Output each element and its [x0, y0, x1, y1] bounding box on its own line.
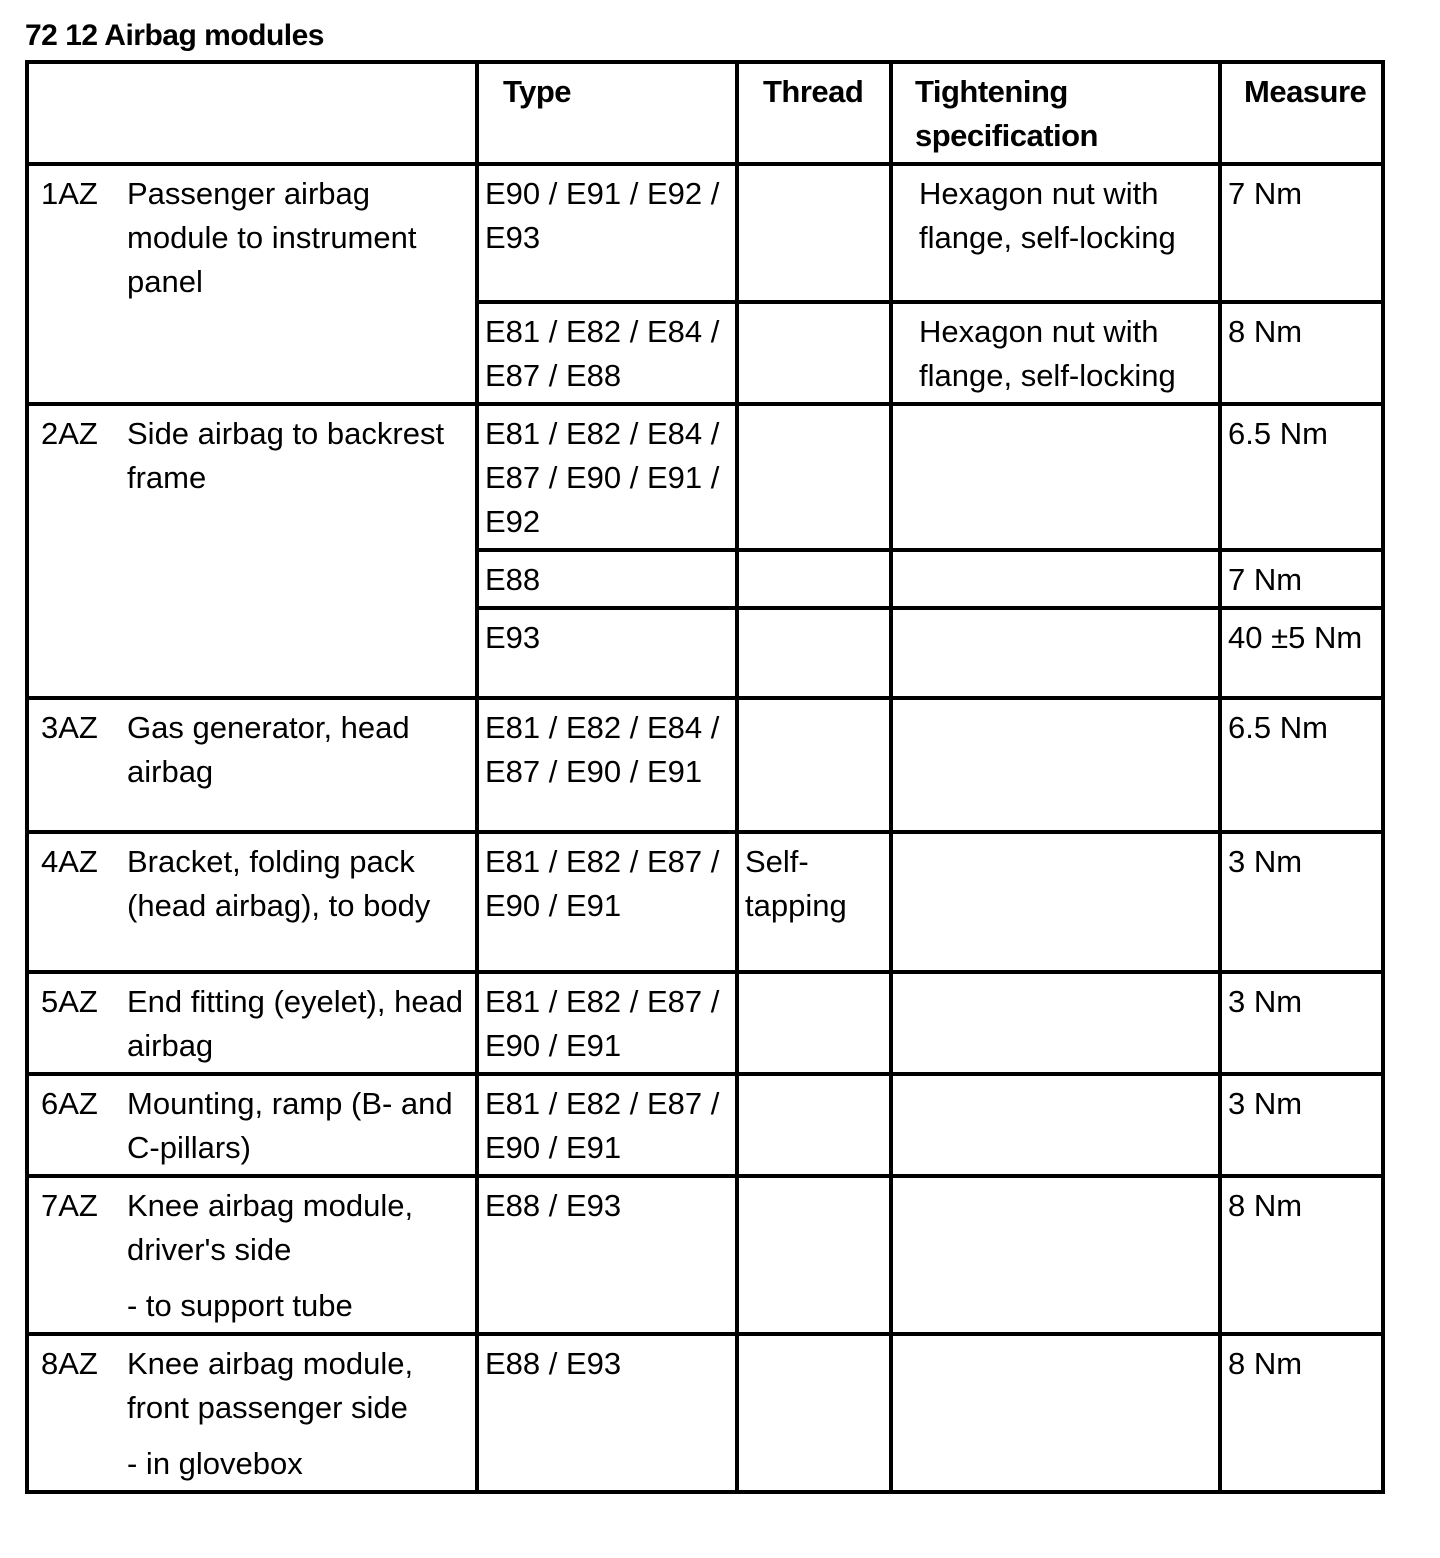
measure-cell: 7 Nm: [1220, 164, 1383, 302]
table-row: [27, 164, 1383, 302]
thread-cell: [737, 1074, 891, 1176]
item-cell: [27, 164, 477, 404]
item-code: 1AZ: [41, 176, 98, 211]
airbag-torque-table: [25, 60, 1385, 1494]
header-measure: Measure: [1220, 62, 1383, 164]
item-description: Side airbag to backrest frame: [127, 416, 445, 495]
type-cell: E81 / E82 / E87 / E90 / E91: [477, 972, 737, 1074]
thread-cell: [737, 698, 891, 832]
item-description: Bracket, folding pack (head airbag), to body: [127, 844, 431, 923]
tightening-cell: [891, 832, 1220, 972]
item-sub-description: - in glovebox: [127, 1446, 303, 1481]
item-code: 8AZ: [41, 1346, 98, 1381]
table-row: [27, 972, 1383, 1074]
type-cell: E93: [477, 608, 737, 698]
measure-cell: 3 Nm: [1220, 972, 1383, 1074]
thread-cell: [737, 1176, 891, 1334]
table-row: [27, 1074, 1383, 1176]
item-cell: [27, 1176, 477, 1334]
measure-cell: 40 ±5 Nm: [1220, 608, 1383, 698]
item-code: 4AZ: [41, 844, 98, 879]
thread-cell: Self-tapping: [737, 832, 891, 972]
measure-cell: 3 Nm: [1220, 1074, 1383, 1176]
measure-cell: 8 Nm: [1220, 302, 1383, 404]
type-cell: E90 / E91 / E92 / E93: [477, 164, 737, 302]
tightening-cell: [891, 550, 1220, 608]
tightening-cell: [891, 698, 1220, 832]
type-cell: E81 / E82 / E84 / E87 / E90 / E91 / E92: [477, 404, 737, 550]
tightening-cell: [891, 404, 1220, 550]
header-type: Type: [477, 62, 737, 164]
item-description: Knee airbag module, front passenger side: [127, 1346, 414, 1425]
table-row: [27, 698, 1383, 832]
tightening-cell: [891, 1176, 1220, 1334]
thread-cell: [737, 164, 891, 302]
table-row: [27, 1176, 1383, 1334]
type-cell: E81 / E82 / E84 / E87 / E90 / E91: [477, 698, 737, 832]
item-description: Mounting, ramp (B- and C-pillars): [127, 1086, 453, 1165]
type-cell: E81 / E82 / E87 / E90 / E91: [477, 1074, 737, 1176]
type-cell: E81 / E82 / E87 / E90 / E91: [477, 832, 737, 972]
item-description: Knee airbag module, driver's side: [127, 1188, 414, 1267]
thread-cell: [737, 550, 891, 608]
type-cell: E88 / E93: [477, 1176, 737, 1334]
table-row: [27, 1334, 1383, 1492]
item-cell: [27, 832, 477, 972]
document-title: 72 12 Airbag modules: [25, 19, 324, 52]
type-cell: E88: [477, 550, 737, 608]
measure-cell: 6.5 Nm: [1220, 404, 1383, 550]
item-cell: [27, 698, 477, 832]
item-description: Passenger airbag module to instrument panel: [127, 176, 417, 299]
item-code: 6AZ: [41, 1086, 98, 1121]
measure-cell: 8 Nm: [1220, 1176, 1383, 1334]
tightening-cell: Hexagon nut with flange, self-locking: [891, 302, 1220, 404]
measure-cell: 6.5 Nm: [1220, 698, 1383, 832]
header-item: [27, 62, 477, 164]
item-description: Gas generator, head airbag: [127, 710, 410, 789]
tightening-cell: [891, 972, 1220, 1074]
item-cell: [27, 972, 477, 1074]
measure-cell: 3 Nm: [1220, 832, 1383, 972]
item-cell: [27, 1074, 477, 1176]
item-sub-description: - to support tube: [127, 1288, 353, 1323]
thread-cell: [737, 1334, 891, 1492]
thread-cell: [737, 972, 891, 1074]
header-row: [27, 62, 1383, 164]
header-thread: Thread: [737, 62, 891, 164]
table-row: [27, 404, 1383, 550]
type-cell: E81 / E82 / E84 / E87 / E88: [477, 302, 737, 404]
table-row: [27, 832, 1383, 972]
measure-cell: 8 Nm: [1220, 1334, 1383, 1492]
item-code: 2AZ: [41, 416, 98, 451]
thread-cell: [737, 608, 891, 698]
tightening-cell: [891, 1334, 1220, 1492]
type-cell: E88 / E93: [477, 1334, 737, 1492]
measure-cell: 7 Nm: [1220, 550, 1383, 608]
thread-cell: [737, 302, 891, 404]
tightening-cell: [891, 608, 1220, 698]
item-cell: [27, 404, 477, 698]
item-code: 3AZ: [41, 710, 98, 745]
header-tightening: Tightening specification: [891, 62, 1220, 164]
item-code: 7AZ: [41, 1188, 98, 1223]
item-code: 5AZ: [41, 984, 98, 1019]
tightening-cell: [891, 1074, 1220, 1176]
item-description: End fitting (eyelet), head airbag: [127, 984, 464, 1063]
item-cell: [27, 1334, 477, 1492]
thread-cell: [737, 404, 891, 550]
tightening-cell: Hexagon nut with flange, self-locking: [891, 164, 1220, 302]
